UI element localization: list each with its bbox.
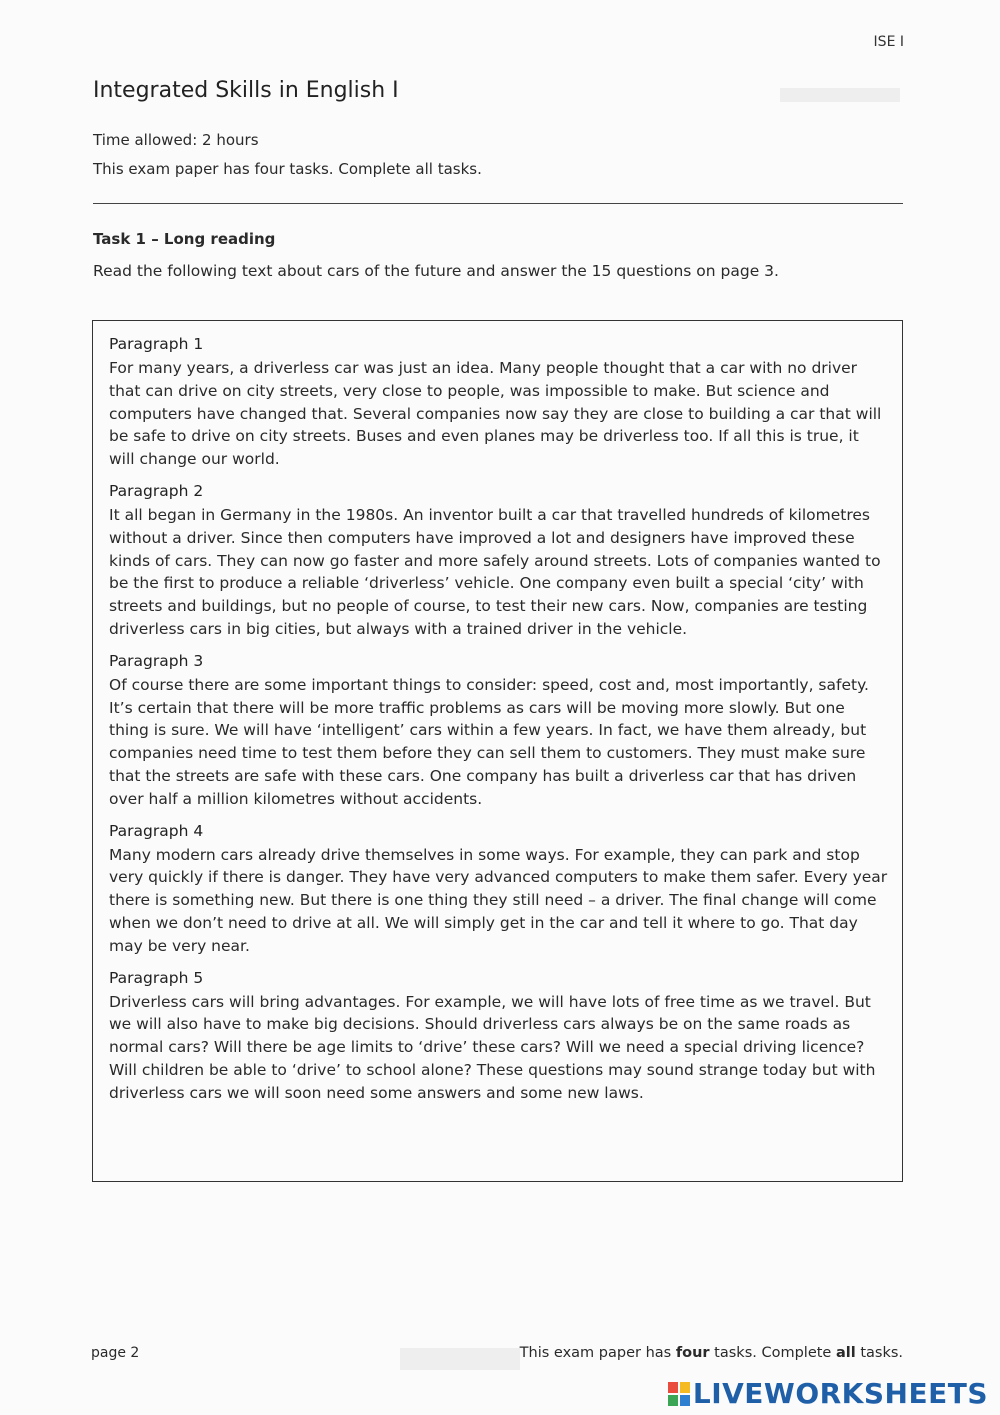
paragraph-text: Many modern cars already drive themselves in some ways. For example, they can park and stop very quickly if there is danger. They have very advanced computers to make them safer. Every year there is something new. But there is one thing they still need – a driver. The final change will come when we don’t need to drive at all. We will simply get in the car and tell it where to go. That day may be very near. xyxy=(109,845,888,955)
footer-note xyxy=(520,1345,903,1361)
paragraph-heading: Paragraph 1 xyxy=(109,335,204,353)
paragraph-block xyxy=(109,969,888,1105)
page-title: Integrated Skills in English I xyxy=(93,78,399,103)
paragraph-block xyxy=(109,335,888,471)
footer-note-part: tasks. Complete xyxy=(714,1345,832,1361)
exam-intro: This exam paper has four tasks. Complete all tasks. xyxy=(93,160,482,178)
paragraph-heading: Paragraph 4 xyxy=(109,821,204,840)
paragraph-heading: Paragraph 5 xyxy=(109,968,204,987)
paragraph-text: Of course there are some important things to consider: speed, cost and, most importantly, safety. It’s certain that there will be more traffic problems as cars will be moving more slowly. But one thing is sure. We will have ‘intelligent’ cars within a few years. In fact, we have them already, but companies need time to test them before they can sell them to customers. They must make sure that the streets are safe with these cars. One company has built a driverless car that has driven over half a million kilometres without accidents. xyxy=(109,675,869,808)
bleed-through-decoration xyxy=(400,1348,520,1370)
footer-note-bold: all xyxy=(835,1345,856,1361)
task-instructions: Read the following text about cars of the future and answer the 15 questions on page 3. xyxy=(93,262,779,280)
exam-code: ISE I xyxy=(873,34,904,50)
paragraph-text: For many years, a driverless car was just an idea. Many people thought that a car with no driver that can drive on city streets, very close to people, was impossible to make. But science and computers have changed that. Several companies now say they are close to building a car that will be safe to drive on city streets. Buses and even planes may be driverless too. If all this is true, it will change our world. xyxy=(109,359,882,469)
page-number: page 2 xyxy=(91,1345,140,1361)
liveworksheets-watermark xyxy=(668,1377,988,1410)
time-allowed-value: 2 hours xyxy=(202,131,259,149)
paragraph-block xyxy=(109,652,888,811)
footer-note-part: This exam paper has xyxy=(519,1345,672,1361)
paragraph-text: It all began in Germany in the 1980s. An inventor built a car that travelled hundreds of kilometres without a driver. Since then computers have improved a lot and designers have improved these kinds of cars. They can now go faster and more safely around streets. Lots of companies wanted to be the first to produce a reliable ‘driverless’ vehicle. One company even built a special ‘city’ with streets and buildings, but no people of course, to test their new cars. Now, companies are testing driverless cars in big cities, but always with a trained driver in the vehicle. xyxy=(109,505,881,638)
time-allowed-label: Time allowed: xyxy=(93,131,198,149)
bleed-through-decoration xyxy=(780,88,900,102)
divider xyxy=(93,203,903,204)
paragraph-block xyxy=(109,822,888,958)
footer-note-part: tasks. xyxy=(860,1345,903,1361)
paragraph-heading: Paragraph 3 xyxy=(109,651,204,670)
paragraph-block xyxy=(109,482,888,641)
reading-text-box xyxy=(92,320,903,1182)
liveworksheets-logo-icon xyxy=(668,1380,690,1404)
liveworksheets-text: LIVEWORKSHEETS xyxy=(692,1377,988,1410)
paragraph-heading: Paragraph 2 xyxy=(109,481,204,500)
time-allowed xyxy=(93,131,259,149)
footer-note-bold: four xyxy=(675,1345,710,1361)
paragraph-text: Driverless cars will bring advantages. For example, we will have lots of free time as we travel. But we will also have to make big decisions. Should driverless cars always be on the same roads as normal cars? Will there be age limits to ‘drive’ these cars? Will we need a special driving licence? Will children be able to ‘drive’ to school alone? These questions may sound strange today but with driverless cars we will soon need some answers and some new laws. xyxy=(109,992,876,1102)
task-title: Task 1 – Long reading xyxy=(93,230,276,248)
